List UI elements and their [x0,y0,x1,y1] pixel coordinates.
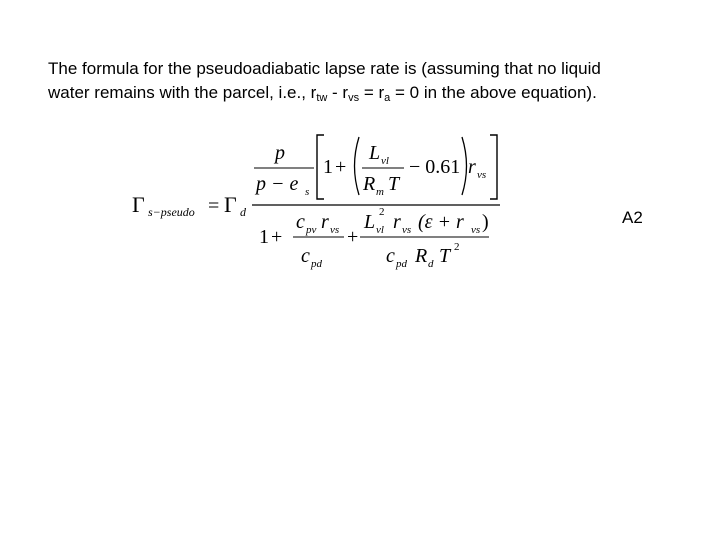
right-paren [462,137,467,195]
paragraph-equals: = r [359,83,385,102]
denominator-c-pd-2-subscript: pd [396,258,407,270]
left-paren [355,137,360,195]
denominator-plus-2: + [347,226,359,248]
denominator-L-subscript: vl [376,224,384,236]
minus-coefficient: − 0.61 [409,156,461,178]
bracket-one: 1 [323,156,333,178]
subscript-tw: tw [316,92,328,104]
gas-constant-R: R [363,173,376,195]
lhs-subscript: s−pseudo [148,205,195,219]
denominator-c-pd-2: c [386,245,395,267]
rhs-subscript: d [240,205,246,219]
latent-heat-L: L [369,142,381,164]
denominator-one: 1 [259,226,269,248]
dry-gas-constant-R: R [415,245,428,267]
L-subscript-vl: vl [381,155,389,167]
numerator-p-minus-e: p − e [256,173,299,195]
e-subscript-s: s [305,186,310,198]
equals-sign: = [208,195,220,217]
denominator-r-subscript: vs [330,224,340,236]
subscript-vs: vs [348,92,360,104]
denominator-r: r [321,211,329,233]
specific-heat-c: c [296,211,305,233]
denominator-r-2-subscript: vs [402,224,412,236]
pseudoadiabatic-equation [128,126,508,276]
paragraph-line-2-suffix: = 0 in the above equation). [390,83,597,102]
c-subscript-pv: pv [306,224,317,236]
R-subscript-d: d [428,258,434,270]
denominator-T: T [439,245,451,267]
lhs-gamma: Γ [132,192,145,217]
R-subscript-m: m [376,186,384,198]
bracket-plus: + [335,156,347,178]
denominator-L: L [364,211,376,233]
numerator-p: p [275,142,285,164]
denominator-r-2: r [393,211,401,233]
L-squared: 2 [379,206,385,218]
epsilon-r-subscript: vs [471,224,481,236]
denominator-plus-1: + [271,226,283,248]
T-squared: 2 [454,241,460,253]
paragraph-line-2-prefix: water remains with the parcel, i.e., r [48,83,317,102]
temperature-T: T [388,173,400,195]
rhs-gamma: Γ [224,192,237,217]
equation-tag: A2 [622,208,643,227]
description-paragraph [48,57,688,105]
paragraph-line-1: The formula for the pseudoadiabatic lapse rate is (assuming that no liquid [48,59,601,78]
close-paren: ) [482,211,489,233]
epsilon-term: (ε + r [418,211,464,233]
paragraph-dash: - r [327,83,349,102]
right-bracket [490,135,497,199]
equation-svg [128,126,508,276]
subscript-a: a [384,92,391,104]
mixing-ratio-r: r [468,156,476,178]
denominator-c-pd: c [301,245,310,267]
r-subscript-vs: vs [477,169,487,181]
c-subscript-pd: pd [311,258,322,270]
